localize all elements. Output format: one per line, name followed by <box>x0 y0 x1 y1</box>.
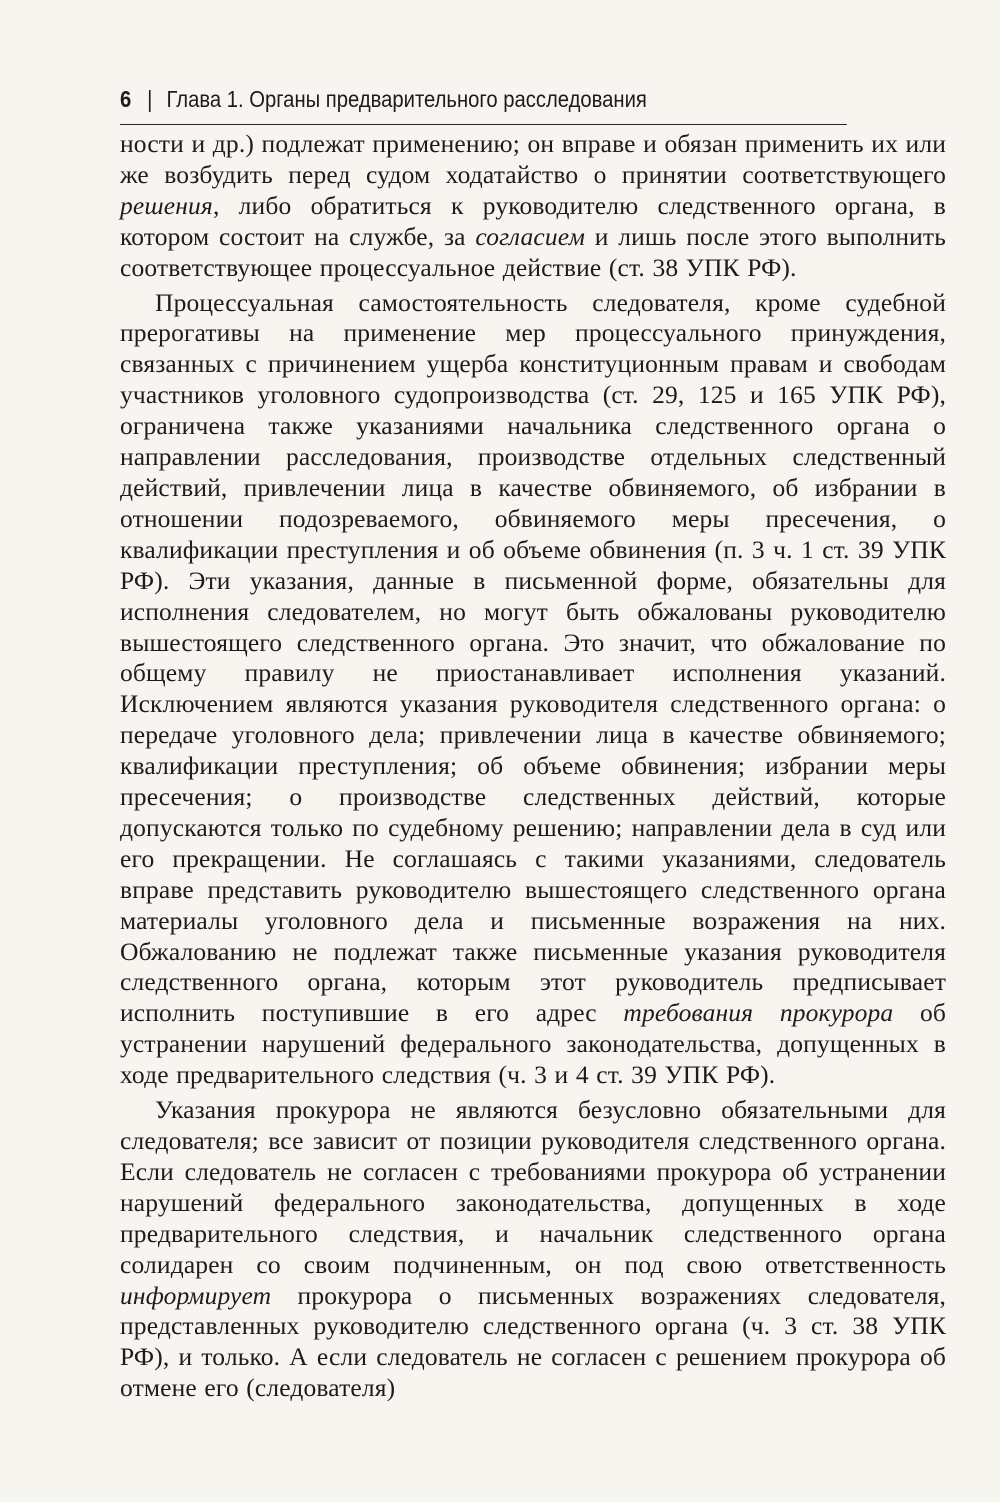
paragraph-3-emphasis: информирует <box>120 1280 272 1310</box>
paragraph-3-part-2: прокурора о письменных возражениях следователя, представленных руководителю следственного органа (ч. 3 ст. 38 УПК РФ), и только. А если следователь не согласен с решением прокурора об отмене его (следователя) <box>120 1280 946 1403</box>
paragraph-2-part-2: об устранении нарушений федерального законодательства, допущенных в ходе предварительного следствия (ч. 3 и 4 ст. 39 УПК РФ). <box>120 998 946 1090</box>
body-text <box>120 129 946 1404</box>
page-number: 6 <box>120 86 132 112</box>
header-separator: | <box>147 86 153 112</box>
paragraph-1-emphasis-2: согласием <box>475 221 585 251</box>
paragraph-1-emphasis-1: решения <box>120 190 213 220</box>
paragraph-2-part-1: Процессуальная самостоятельность следователя, кроме судебной прерогативы на применение мер процессуального принуждения, связанных с причинением ущерба конституционным правам и свободам участников уголовного судопроизводства (ст. 29, 125 и 165 УПК РФ), ограничена также указаниями начальника следственного органа о направлении расследования, производстве отдельных следственный действий, привлечении лица в качестве обвиняемого, об избрании в отношении подозреваемого, обвиняемого меры пресечения, о квалификации преступления и об объеме обвинения (п. 3 ч. 1 ст. 39 УПК РФ). Эти указания, данные в письменной форме, обязательны для исполнения следователем, но могут быть обжалованы руководителю вышестоящего следственного органа. Это значит, что обжалование по общему правилу не приостанавливает исполнения указаний. Исключением являются указания руководителя следственного органа: о передаче уголовного дела; привлечении лица в качестве обвиняемого; квалификации преступления; об объеме обвинения; избрании меры пресечения; о производстве следственных действий, которые допускаются только по судебному решению; направлении дела в суд или его прекращении. Не соглашаясь с такими указаниями, следователь вправе представить руководителю вышестоящего следственного органа материалы уголовного дела и письменные возражения на них. Обжалованию не подлежат также письменные указания руководителя следственного органа, которым этот руководитель предписывает исполнить поступившие в его адрес <box>120 287 946 1028</box>
page-header <box>120 74 847 125</box>
paragraph-1-part-1: ности и др.) подлежат применению; он вправе и обязан применить их или же возбудить перед судом ходатайство о принятии соответствующего <box>120 129 946 189</box>
paragraph-3 <box>120 1095 946 1404</box>
paragraph-1 <box>120 129 946 284</box>
paragraph-2-emphasis: требования прокурора <box>623 998 894 1028</box>
chapter-title: Глава 1. Органы предварительного расследования <box>166 86 647 112</box>
paragraph-2 <box>120 288 946 1092</box>
paragraph-1-part-2: , либо обратиться к руководителю следственного органа, в котором состоит на службе, за <box>120 190 946 251</box>
paragraph-3-part-1: Указания прокурора не являются безусловно обязательными для следователя; все зависит от позиции руководителя следственного органа. Если следователь не согласен с требованиями прокурора об устранении нарушений федерального законодательства, допущенных в ходе предварительного следствия, и начальник следственного органа солидарен со своим подчиненным, он под свою ответственность <box>120 1095 946 1279</box>
paragraph-1-part-3: и лишь после этого выполнить соответствующее процессуальное действие (ст. 38 УПК РФ). <box>120 221 946 282</box>
